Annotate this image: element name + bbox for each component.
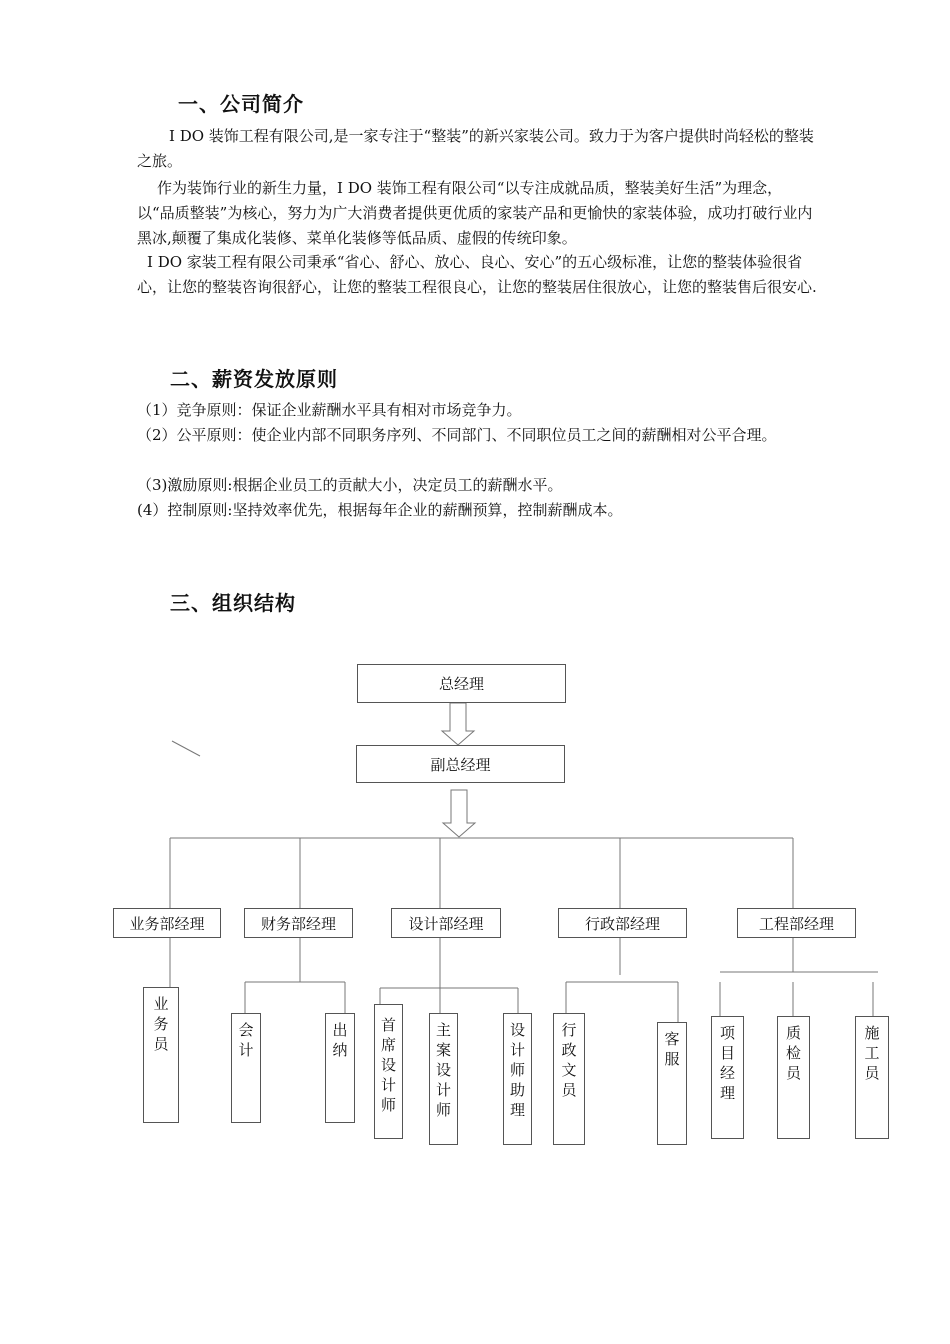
org-node-cashier: 出纳 — [325, 1013, 355, 1123]
salary-item-2: （2）公平原则：使企业内部不同职务序列、不同部门、不同职位员工之间的薪酬相对公平合理。 — [137, 426, 777, 444]
org-node-construction-worker: 施工员 — [855, 1016, 889, 1139]
org-node-chief-designer: 首席设计师 — [374, 1004, 403, 1139]
intro-heading: 一、公司简介 — [178, 92, 304, 116]
org-node-project-manager: 项目经理 — [711, 1016, 744, 1139]
salary-heading: 二、薪资发放原则 — [170, 367, 338, 391]
org-node-engineering-manager: 工程部经理 — [737, 908, 856, 938]
salary-item-3: （3)激励原则:根据企业员工的贡献大小，决定员工的薪酬水平。 — [137, 476, 563, 494]
org-node-finance-manager: 财务部经理 — [244, 908, 353, 938]
org-node-admin-manager: 行政部经理 — [558, 908, 687, 938]
org-node-accountant: 会计 — [231, 1013, 261, 1123]
stray-line — [172, 741, 200, 756]
org-node-design-manager: 设计部经理 — [391, 908, 501, 938]
org-node-admin-clerk: 行政文员 — [553, 1013, 585, 1145]
arrow-down-icon — [443, 790, 475, 837]
intro-paragraph-2: 作为装饰行业的新生力量，I DO 装饰工程有限公司“以专注成就品质，整装美好生活”为理念，以“品质整装”为核心，努力为广大消费者提供更优质的家装产品和更愉快的家装体验，成功打破行业内黑冰,颠覆了集成化装修、菜单化装修等低品质、虚假的传统印象。 — [137, 179, 813, 247]
org-node-general-manager: 总经理 — [357, 664, 566, 703]
org-node-lead-designer: 主案设计师 — [429, 1013, 458, 1145]
org-node-customer-service: 客服 — [657, 1022, 687, 1145]
org-node-quality-inspector: 质检员 — [777, 1016, 810, 1139]
org-heading: 三、组织结构 — [170, 591, 296, 615]
intro-paragraph-1: I DO 装饰工程有限公司,是一家专注于“整装”的新兴家装公司。致力于为客户提供时尚轻松的整装之旅。 — [137, 127, 814, 170]
salary-item-4: (4）控制原则:坚持效率优先，根据每年企业的薪酬预算，控制薪酬成本。 — [137, 501, 623, 519]
org-node-sales-manager: 业务部经理 — [113, 908, 221, 938]
intro-paragraph-3: I DO 家装工程有限公司秉承“省心、舒心、放心、良心、安心”的五心级标准，让您的整装体验很省心，让您的整装咨询很舒心，让您的整装工程很良心，让您的整装居住很放心，让您的整装售后很安心. — [137, 253, 817, 296]
salary-item-1: （1）竞争原则：保证企业薪酬水平具有相对市场竞争力。 — [137, 401, 522, 419]
org-node-design-assistant: 设计师助理 — [503, 1013, 532, 1145]
org-node-deputy-general-manager: 副总经理 — [356, 745, 565, 783]
org-node-salesperson: 业务员 — [143, 987, 179, 1123]
arrow-down-icon — [442, 703, 474, 745]
